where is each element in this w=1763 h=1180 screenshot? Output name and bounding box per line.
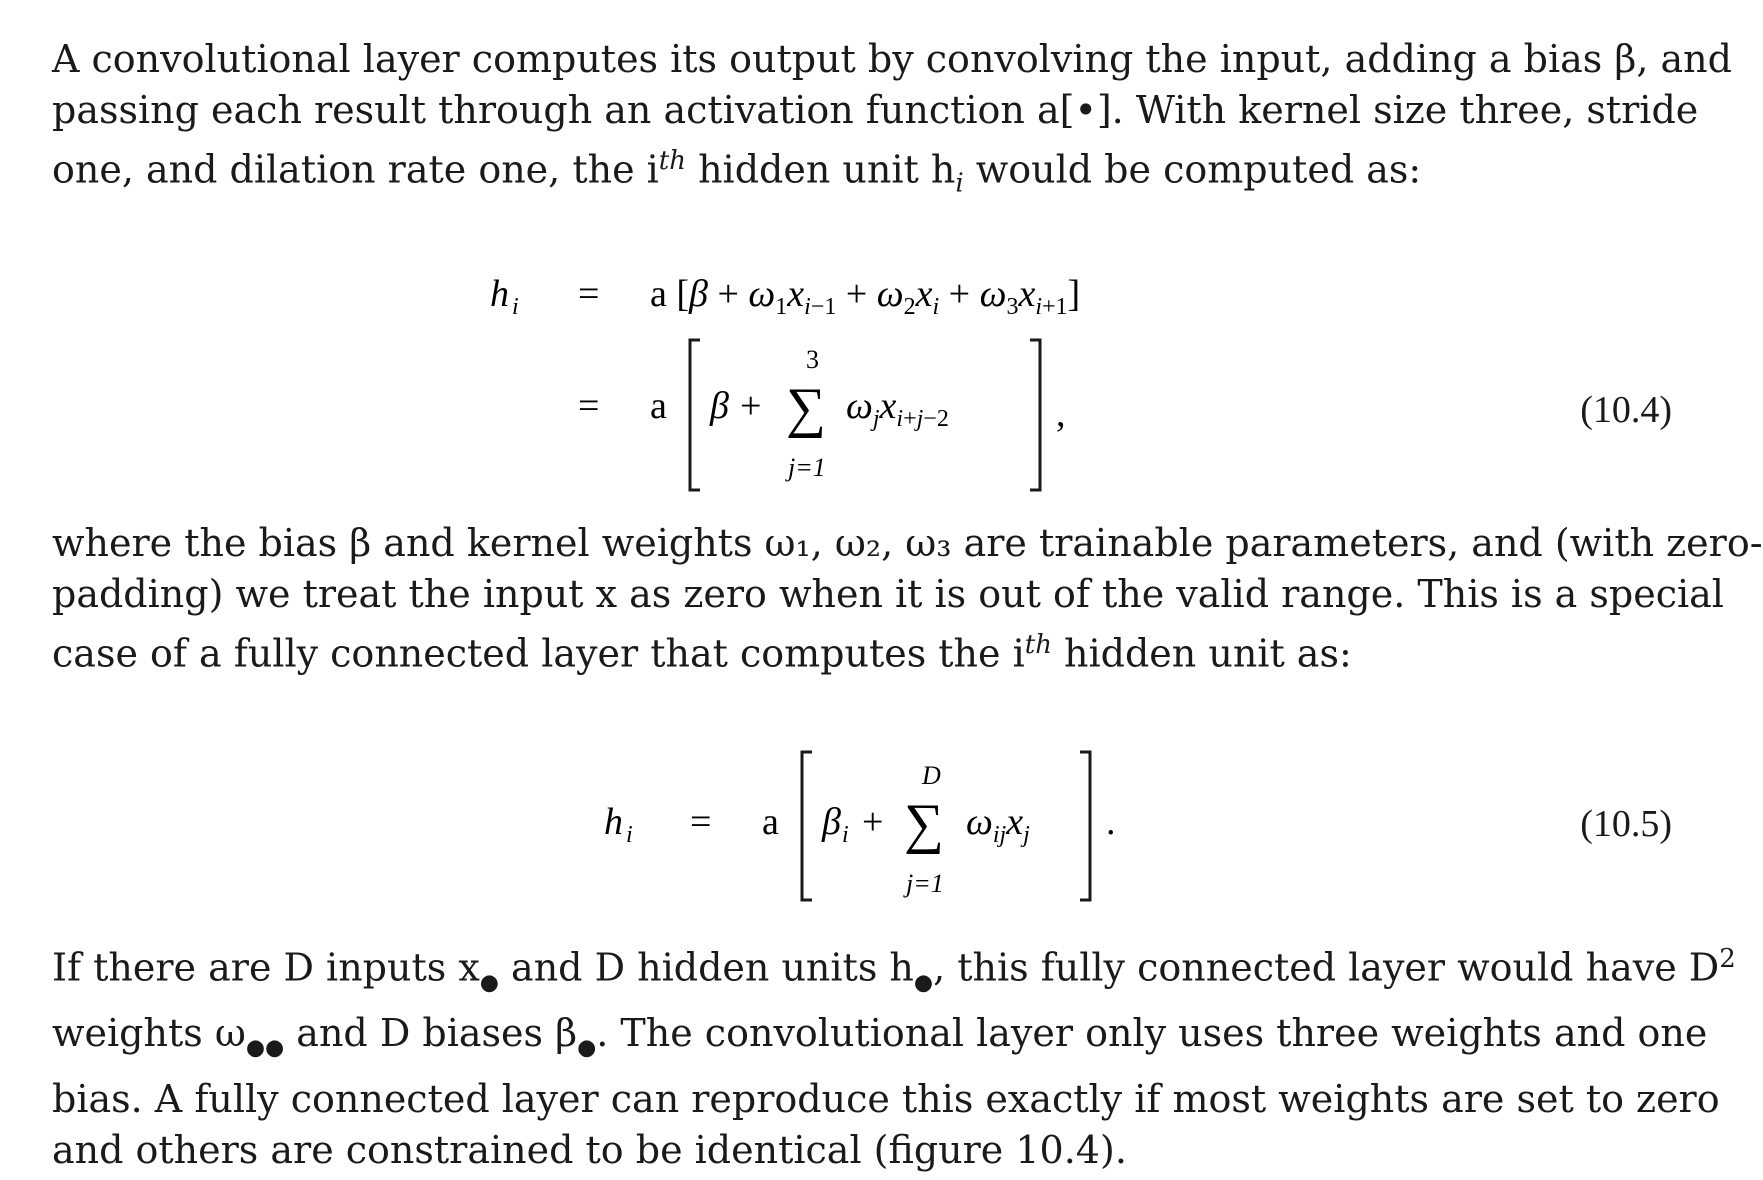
eq1-trailing-comma: , (1056, 393, 1066, 435)
eq1-row1: a $[\beta + \omega_1x_i-1 + \omega_2x_i + \omega_3x_i+1]$ (650, 273, 1081, 320)
equation-number-10-4: (10.4) (1580, 389, 1672, 431)
eq2-activation: a (762, 801, 779, 843)
eq1-sum-lower: j=1 (788, 453, 826, 482)
equation-10-5 (0, 740, 1712, 900)
eq1-right-bracket (1030, 340, 1040, 490)
paragraph-conv-params-line-1: where the bias β and kernel weights ω₁, ω₂, ω₃ are trainable parameters, and (with zero- (52, 521, 1763, 565)
paragraph-intro-line-1: A convolutional layer computes its output by convolving the input, adding a bias β, and (52, 37, 1732, 81)
equation-10-4 (0, 250, 1712, 490)
paragraph-intro (52, 34, 1732, 209)
paragraph-conv-params (52, 518, 1763, 680)
eq1-sum-upper: 3 (806, 345, 819, 374)
eq1-equals-1: = (578, 273, 600, 315)
eq2-lhs-sub: i (626, 822, 633, 848)
eq2-right-bracket (1080, 752, 1090, 900)
eq2-lhs: h (604, 801, 623, 843)
paragraph-intro-line-2: passing each result through an activation function a[•]. With kernel size three, stride (52, 88, 1699, 132)
eq1-sum-sign: ∑ (786, 377, 826, 439)
eq2-equals: = (690, 801, 712, 843)
equation-10-5-svg (0, 740, 1300, 900)
equation-number-10-5: (10.5) (1580, 803, 1672, 845)
eq2-sum-upper: D (922, 761, 941, 790)
eq2-sum-lower: j=1 (906, 869, 944, 898)
eq1-beta: β (710, 385, 729, 427)
paragraph-fully-connected-line-4: and others are constrained to be identical (figure 10.4). (52, 1127, 1127, 1172)
paragraph-fully-connected-line-2: weights $\omega_{●●}$ and D biases $\beta_●$. The convolutional layer only uses three weights and one (52, 1011, 1708, 1061)
eq1-lhs-sub: i (512, 294, 519, 320)
paragraph-fully-connected (52, 934, 1736, 1176)
eq2-trailing-period: . (1106, 801, 1116, 843)
eq1-sum-term: $\omega_jx_i+j-2$ (846, 385, 949, 432)
eq2-sum-sign: ∑ (904, 793, 944, 855)
eq1-activation: a (650, 385, 667, 427)
eq2-beta-sub: i (842, 822, 849, 848)
paragraph-fully-connected-line-3: bias. A fully connected layer can reproduce this exactly if most weights are set to zero (52, 1076, 1720, 1121)
eq2-beta: β (822, 801, 841, 843)
eq2-plus: + (862, 801, 884, 843)
paragraph-conv-params-line-3: case of a fully connected layer that computes the $i^{th}$ hidden unit as: (52, 630, 1352, 676)
paragraph-conv-params-line-2: padding) we treat the input x as zero when it is out of the valid range. This is a special (52, 572, 1724, 616)
eq1-lhs: h (490, 273, 509, 315)
paragraph-intro-line-3: one, and dilation rate one, the $i^{th}$ hidden unit $h_i$ would be computed as: (52, 146, 1422, 199)
eq2-sum-term: $\omega_{ij}x_j$ (966, 801, 1030, 848)
paragraph-fully-connected-line-1: If there are D inputs $x_●$ and D hidden units $h_●$, this fully connected layer would have $D^2$ (52, 944, 1736, 996)
eq1-plus: + (740, 385, 762, 427)
eq1-equals-2: = (578, 385, 600, 427)
eq1-left-bracket (690, 340, 700, 490)
eq2-left-bracket (802, 752, 812, 900)
equation-10-4-svg (0, 250, 1300, 490)
